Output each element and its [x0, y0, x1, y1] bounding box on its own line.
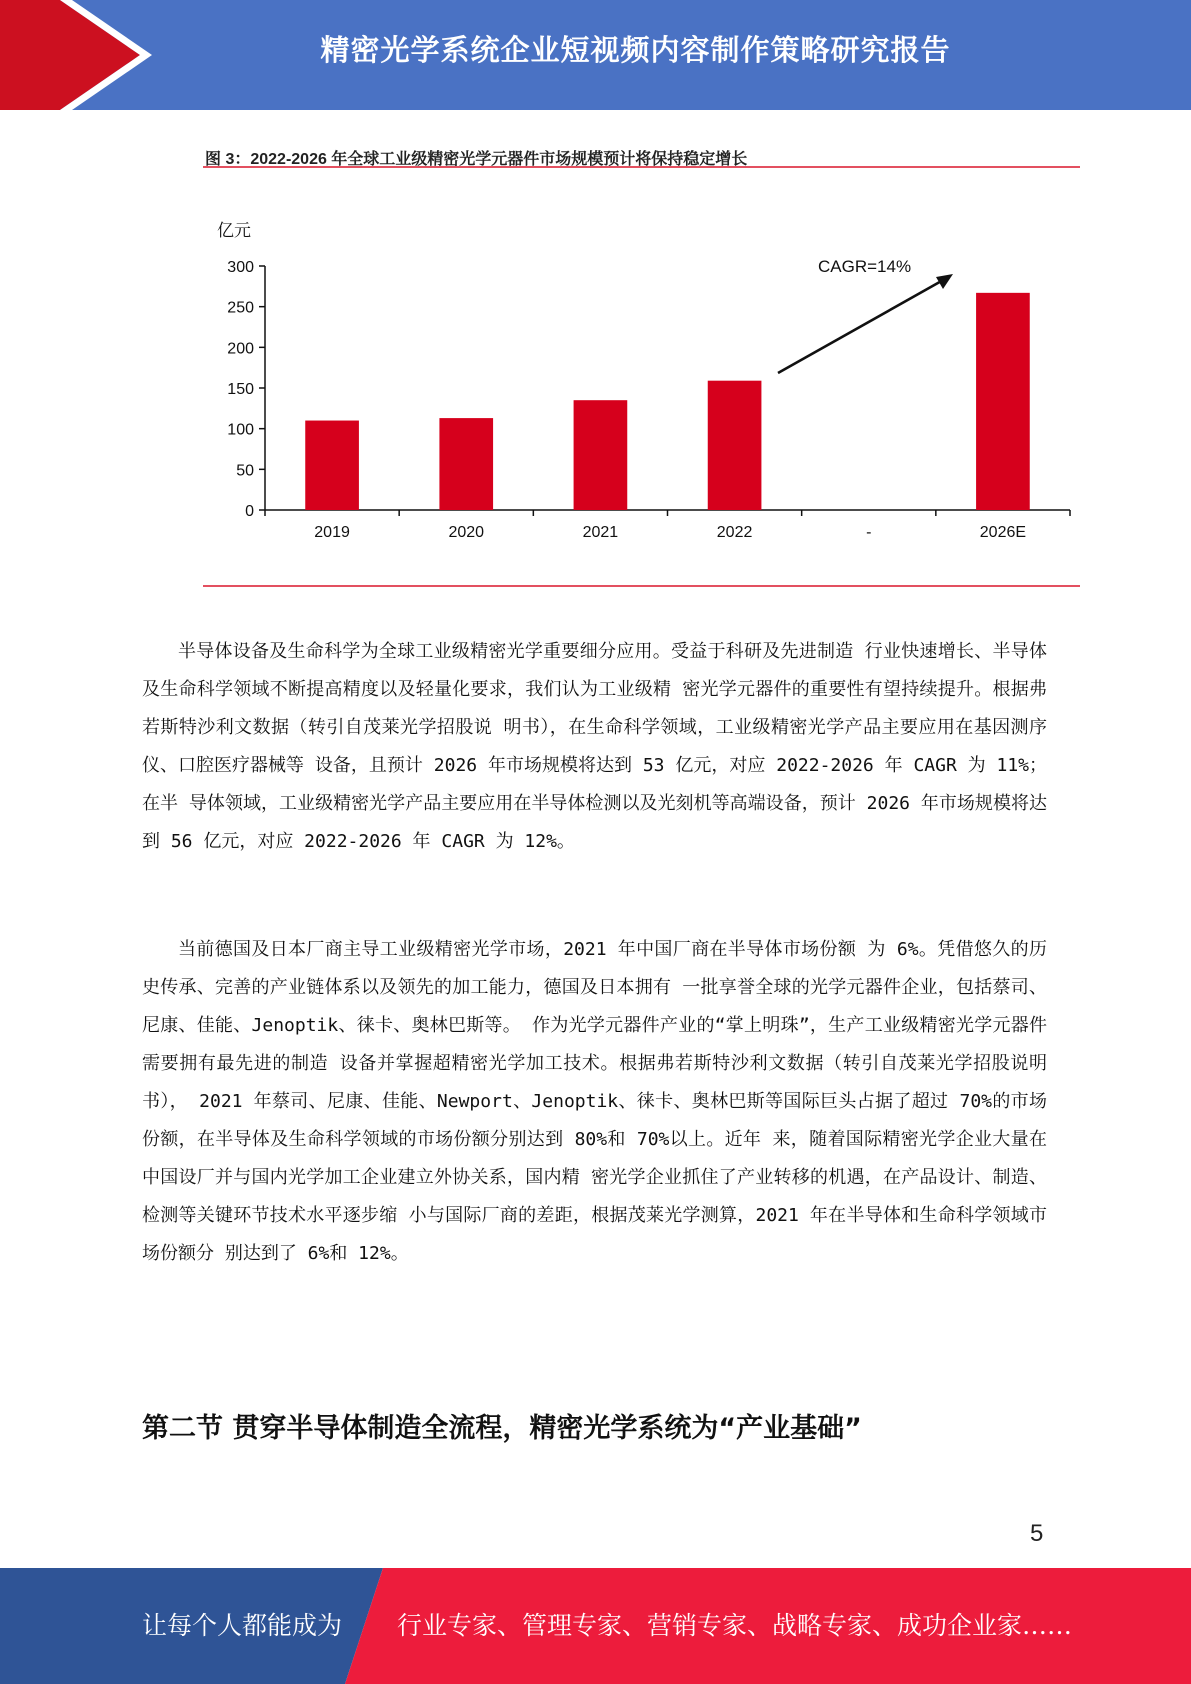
- bar-2021: [574, 400, 628, 510]
- body-paragraph-2: 当前德国及日本厂商主导工业级精密光学市场，2021 年中国厂商在半导体市场份额 为 6%。凭借悠久的历史传承、完善的产业链体系以及领先的加工能力，德国及日本拥有 一批享誉全球的光学元器件企业，包括蔡司、尼康、佳能、Jenoptik、徕卡、奥林巴斯等。 作为光学元器件产业的“掌上明珠”，生产工业级精密光学元器件需要拥有最先进的制造 设备并掌握超精密光学加工技术。根据弗若斯特沙利文数据（转引自茂莱光学招股说明书）， 2021 年蔡司、尼康、佳能、Newport、Jenoptik、徕卡、奥林巴斯等国际巨头占据了超过 70%的市场份额，在半导体及生命科学领域的市场份额分别达到 80%和 70%以上。近年 来，随着国际精密光学企业大量在中国设厂并与国内光学加工企业建立外协关系，国内精 密光学企业抓住了产业转移的机遇，在产品设计、制造、检测等关键环节技术水平逐步缩 小与国际厂商的差距，根据茂莱光学测算，2021 年在半导体和生命科学领域市场份额分 别达到了 6%和 12%。: [142, 939, 1047, 1264]
- y-tick-label: 250: [227, 299, 254, 317]
- page-footer: [0, 1568, 1191, 1684]
- page-number: 5: [1030, 1520, 1044, 1547]
- bar-2019: [305, 421, 359, 510]
- y-tick-label: 100: [227, 421, 254, 439]
- bar-2026E: [976, 293, 1030, 510]
- figure-caption: 图 3：2022-2026 年全球工业级精密光学元器件市场规模预计将保持稳定增长: [205, 151, 748, 168]
- y-tick-label: 0: [245, 503, 254, 520]
- cagr-arrow: [778, 274, 953, 373]
- y-tick-label: 50: [236, 462, 254, 480]
- footer-slogan-left: 让每个人都能成为: [142, 1611, 343, 1640]
- bars: [305, 293, 1030, 510]
- footer-slogan-right: 行业专家、管理专家、营销专家、战略专家、成功企业家……: [397, 1611, 1073, 1640]
- market-size-bar-chart: [205, 200, 1085, 560]
- figure-top-rule: [203, 166, 1080, 168]
- body-paragraph-1: 半导体设备及生命科学为全球工业级精密光学重要细分应用。受益于科研及先进制造 行业快速增长、半导体及生命科学领域不断提高精度以及轻量化要求，我们认为工业级精 密光学元器件的重要性有望持续提升。根据弗若斯特沙利文数据（转引自茂莱光学招股说 明书），在生命科学领域，工业级精密光学产品主要应用在基因测序仪、口腔医疗器械等 设备，且预计 2026 年市场规模将达到 53 亿元，对应 2022-2026 年 CAGR 为 11%；在半 导体领域，工业级精密光学产品主要应用在半导体检测以及光刻机等高端设备，预计 2026 年市场规模将达到 56 亿元，对应 2022-2026 年 CAGR 为 12%。: [142, 641, 1047, 852]
- bar-2020: [439, 418, 493, 510]
- y-tick-label: 300: [227, 259, 254, 276]
- section-heading: 第二节 贯穿半导体制造全流程，精密光学系统为“产业基础”: [142, 1413, 862, 1444]
- cagr-annotation: CAGR=14%: [818, 257, 912, 276]
- x-tick-label: 2022: [716, 524, 753, 541]
- bar-2022: [708, 381, 762, 510]
- x-tick-label: -: [866, 524, 872, 541]
- y-tick-label: 200: [227, 340, 254, 358]
- report-title: 精密光学系统企业短视频内容制作策略研究报告: [320, 33, 951, 67]
- x-tick-label: 2019: [314, 524, 350, 541]
- figure-bottom-rule: [203, 585, 1080, 587]
- y-axis-unit-label: 亿元: [217, 221, 251, 240]
- y-tick-label: 150: [227, 381, 254, 398]
- x-tick-label: 2021: [582, 524, 619, 541]
- x-tick-label: 2020: [448, 524, 485, 541]
- x-tick-label: 2026E: [979, 524, 1027, 541]
- y-axis: [227, 259, 265, 520]
- x-axis: [265, 510, 1070, 541]
- page-header: [0, 0, 1191, 110]
